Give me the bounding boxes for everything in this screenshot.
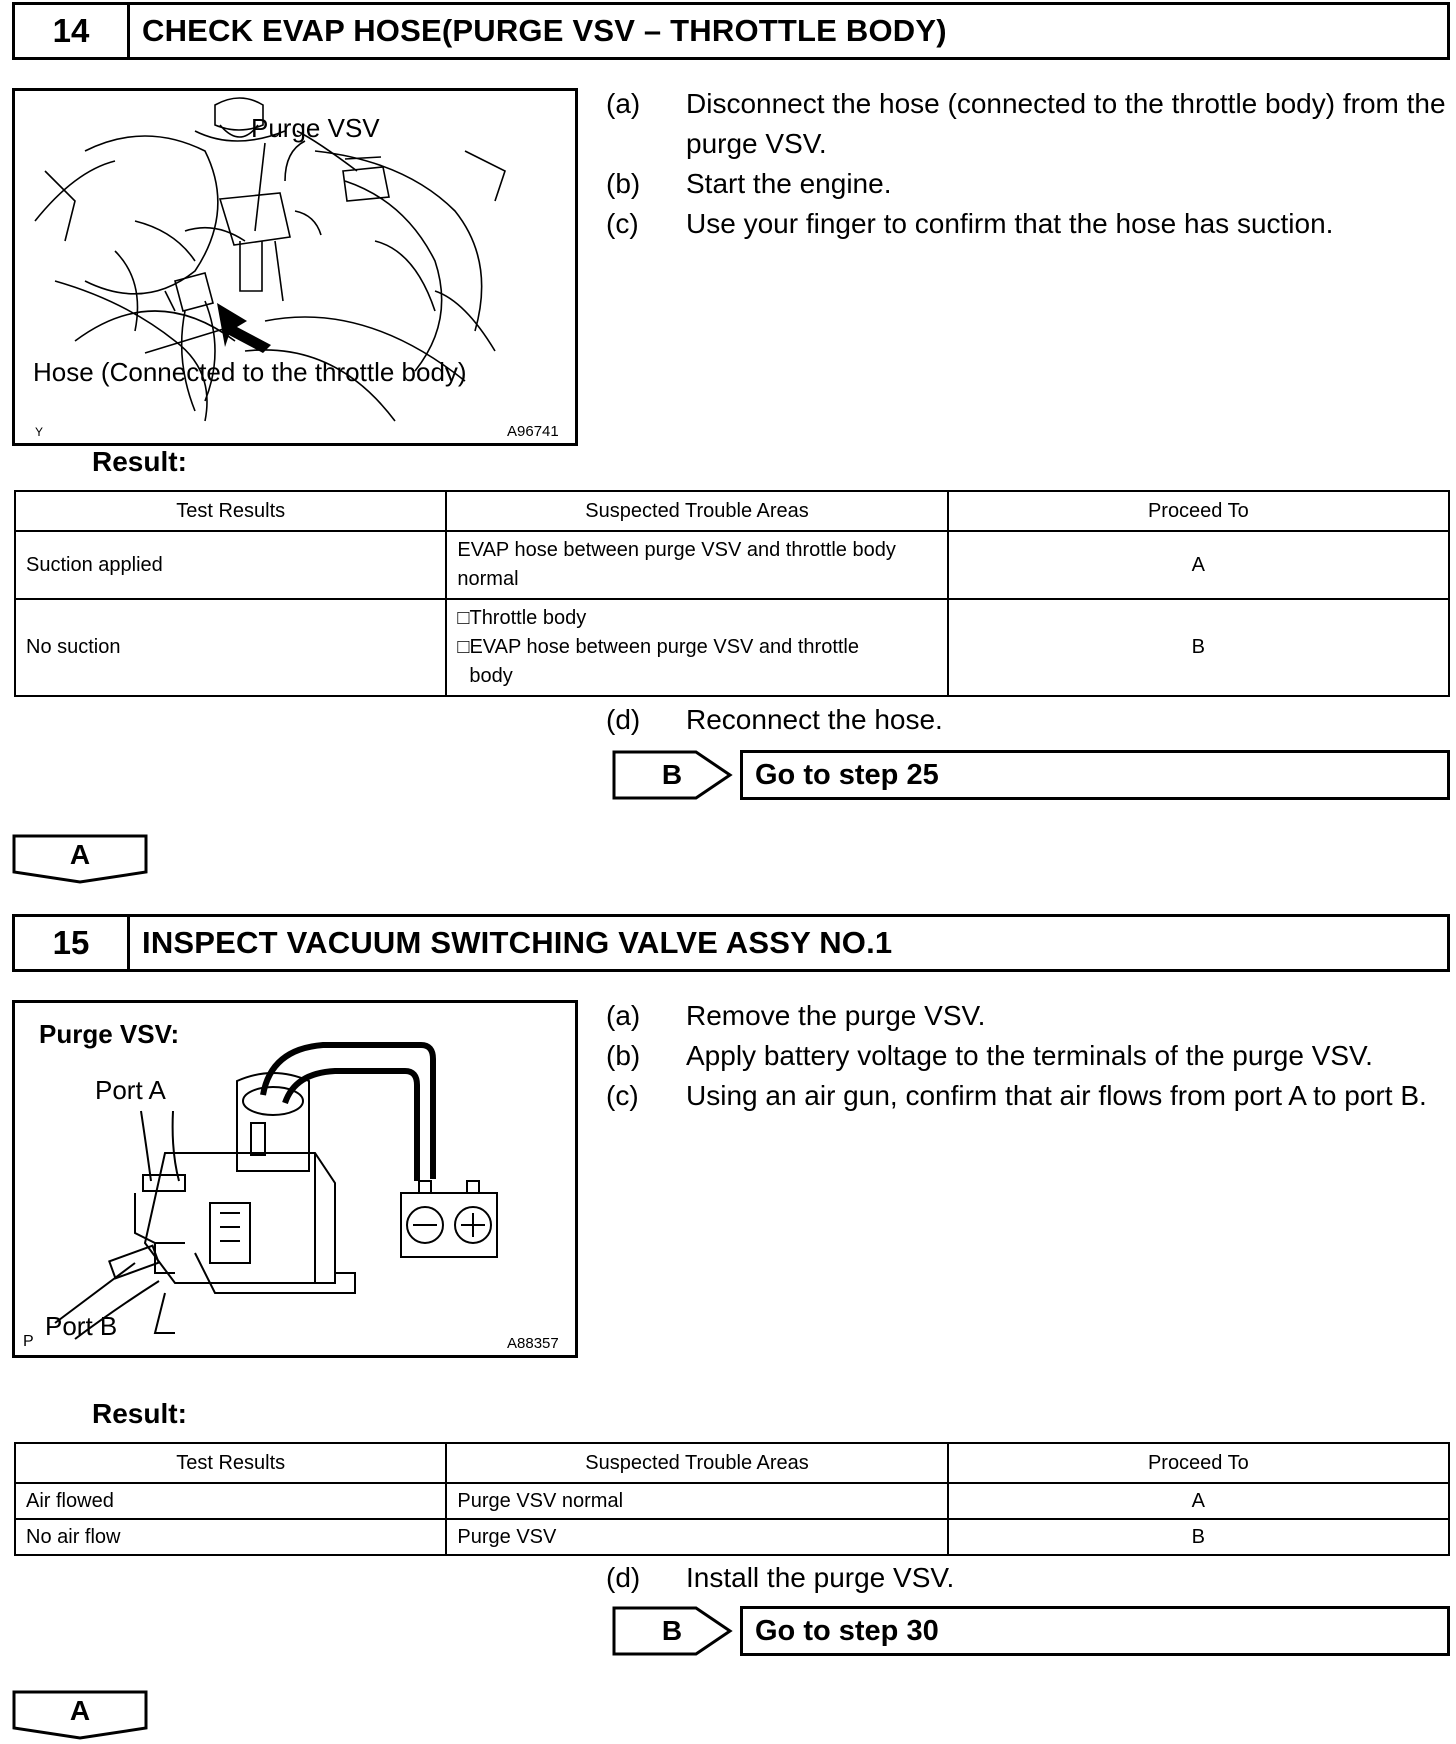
- instruction-text: Start the engine.: [686, 168, 892, 199]
- instruction-text: Install the purge VSV.: [686, 1562, 955, 1593]
- step-15-final-instruction: [606, 1558, 1456, 1598]
- instruction-label: (b): [606, 168, 641, 199]
- instruction-text: Reconnect the hose.: [686, 704, 943, 735]
- branch-letter: B: [661, 759, 683, 790]
- test-result-cell: Suction applied: [15, 531, 446, 599]
- instruction-item: [606, 996, 1456, 1036]
- test-result-cell: Air flowed: [15, 1483, 446, 1519]
- instruction-item: [606, 700, 1456, 740]
- instruction-item: [606, 204, 1456, 244]
- trouble-area-cell: Purge VSV normal: [446, 1483, 947, 1519]
- instruction-item: [606, 84, 1456, 164]
- hose-label: Hose (Connected to the throttle body): [33, 357, 467, 387]
- instruction-text: Disconnect the hose (connected to the throttle body) from the purge VSV.: [686, 88, 1446, 159]
- step-14-instructions: [606, 84, 1456, 244]
- step-14-header: [12, 2, 1450, 60]
- step-title: INSPECT VACUUM SWITCHING VALVE ASSY NO.1: [142, 925, 893, 960]
- table-header-row: [15, 1443, 1449, 1483]
- step-14-result-table: [14, 490, 1450, 697]
- instruction-label: (d): [606, 1562, 641, 1593]
- column-header: Proceed To: [948, 491, 1449, 531]
- column-header: Test Results: [15, 491, 446, 531]
- instruction-text: Remove the purge VSV.: [686, 1000, 986, 1031]
- instruction-item: [606, 1036, 1456, 1076]
- proceed-letter: A: [69, 1695, 91, 1726]
- goto-text: Go to step 25: [740, 750, 1450, 800]
- port-b-label: Port B: [45, 1311, 118, 1341]
- proceed-cell: B: [948, 599, 1449, 696]
- instruction-item: [606, 1076, 1456, 1116]
- figure-code: A96741: [507, 423, 559, 440]
- trouble-area-line: □Throttle body: [457, 607, 587, 629]
- step-title: CHECK EVAP HOSE(PURGE VSV – THROTTLE BODY): [142, 13, 947, 48]
- result-label: Result:: [92, 1398, 187, 1429]
- instruction-label: (a): [606, 88, 641, 119]
- table-row: [15, 1483, 1449, 1519]
- step-15-header: [12, 914, 1450, 972]
- step-number: 15: [15, 917, 130, 969]
- proceed-cell: A: [948, 1483, 1449, 1519]
- instruction-text: Using an air gun, confirm that air flows from port A to port B.: [686, 1080, 1427, 1111]
- instruction-label: (c): [606, 1080, 639, 1111]
- trouble-area-cell: Purge VSV: [446, 1519, 947, 1555]
- table-row: [15, 531, 1449, 599]
- port-a-label: Port A: [95, 1075, 166, 1105]
- table-row: [15, 599, 1449, 696]
- trouble-area-cell: [446, 531, 947, 599]
- proceed-letter: A: [69, 839, 91, 870]
- trouble-area-cell: [446, 599, 947, 696]
- column-header: Test Results: [15, 1443, 446, 1483]
- table-header-row: [15, 491, 1449, 531]
- column-header: Suspected Trouble Areas: [446, 1443, 947, 1483]
- figure-title: Purge VSV:: [39, 1019, 180, 1049]
- column-header: Proceed To: [948, 1443, 1449, 1483]
- table-row: [15, 1519, 1449, 1555]
- instruction-text: Apply battery voltage to the terminals of the purge VSV.: [686, 1040, 1373, 1071]
- result-label: Result:: [92, 446, 187, 477]
- instruction-label: (c): [606, 208, 639, 239]
- instruction-item: [606, 1558, 1456, 1598]
- trouble-area-line: body: [469, 665, 513, 687]
- figure-code: A88357: [507, 1335, 559, 1352]
- test-result-cell: No air flow: [15, 1519, 446, 1555]
- proceed-a-tab[interactable]: [12, 834, 148, 880]
- test-result-cell: No suction: [15, 599, 446, 696]
- proceed-cell: A: [948, 531, 1449, 599]
- step-15-instructions: [606, 996, 1456, 1116]
- step-number: 14: [15, 5, 130, 57]
- instruction-label: (d): [606, 704, 641, 735]
- purge-vsv-drawing: [15, 1003, 575, 1355]
- proceed-cell: B: [948, 1519, 1449, 1555]
- engine-bay-illustration: [12, 88, 578, 446]
- instruction-text: Use your finger to confirm that the hose has suction.: [686, 208, 1334, 239]
- figure-corner-mark: P: [23, 1333, 34, 1350]
- trouble-area-line: EVAP hose between purge VSV and throttle body normal: [457, 539, 896, 590]
- step-15-result-table: [14, 1442, 1450, 1556]
- trouble-area-line: □EVAP hose between purge VSV and throttle: [457, 636, 859, 658]
- instruction-label: (b): [606, 1040, 641, 1071]
- proceed-a-tab[interactable]: [12, 1690, 148, 1736]
- purge-vsv-illustration: [12, 1000, 578, 1358]
- goto-text: Go to step 30: [740, 1606, 1450, 1656]
- instruction-item: [606, 164, 1456, 204]
- figure-corner-mark: Y: [35, 425, 44, 439]
- instruction-label: (a): [606, 1000, 641, 1031]
- column-header: Suspected Trouble Areas: [446, 491, 947, 531]
- branch-letter: B: [661, 1615, 683, 1646]
- step-14-final-instruction: [606, 700, 1456, 740]
- purge-vsv-label: Purge VSV: [251, 113, 380, 143]
